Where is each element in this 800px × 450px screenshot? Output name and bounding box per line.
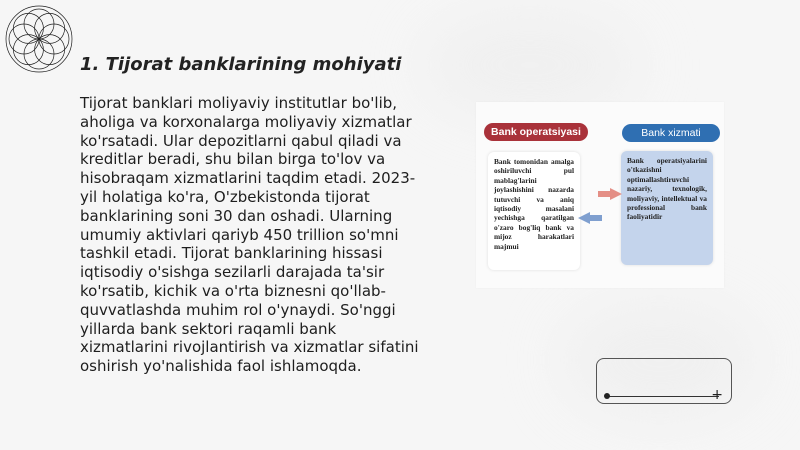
rosette-icon [4, 4, 74, 74]
bank-operation-label: Bank operatsiyasi [484, 123, 588, 141]
slider-control[interactable] [596, 358, 732, 404]
bank-diagram [476, 102, 724, 288]
slider-track[interactable] [607, 396, 719, 397]
plus-icon[interactable]: + [711, 387, 723, 403]
slider-handle[interactable] [604, 393, 610, 399]
bank-service-label: Bank xizmati [622, 124, 720, 142]
slide-title: 1. Tijorat banklarining mohiyati [80, 54, 402, 75]
bank-operation-card: Bank tomonidan amalga oshiriluvchi pul mablag'larini joylashishini nazarda tutuvchi va aniq iqtisodiy masalani yechishga qaratilgan o'zaro bog'liq bank va mijoz harakatlari majmui [488, 152, 580, 270]
slide-body-text: Tijorat banklari moliyaviy institutlar bo'lib, aholiga va korxonalarga moliyaviy xizmatlar ko'rsatadi. Ular depozitlarni qabul qiladi va kreditlar beradi, shu bilan birga to'lov va hisobraqam xizmatlarini taqdim etadi. 2023-yil holatiga ko'ra, O'zbekistonda tijorat banklarining soni 30 dan oshadi. Ularning umumiy aktivlari qariyb 450 trillion so'mni tashkil etadi. Tijorat banklarining hissasi iqtisodiy o'sishga sezilarli darajada ta'sir ko'rsatib, kichik va o'rta biznesni qo'llab-quvvatlashda muhim rol o'ynaydi. So'nggi yillarda bank sektori raqamli bank xizmatlarini rivojlantirish va xizmatlar sifatini oshirish yo'nalishida faol ishlamoqda. [80, 94, 419, 376]
bidirectional-arrows-icon [578, 188, 622, 228]
bank-service-card: Bank operatsiyalarini o'tkazishni optimallashtiruvchi nazariy, texnologik, moliyaviy, intellektual va professional bank faoliyatidir [621, 151, 713, 265]
